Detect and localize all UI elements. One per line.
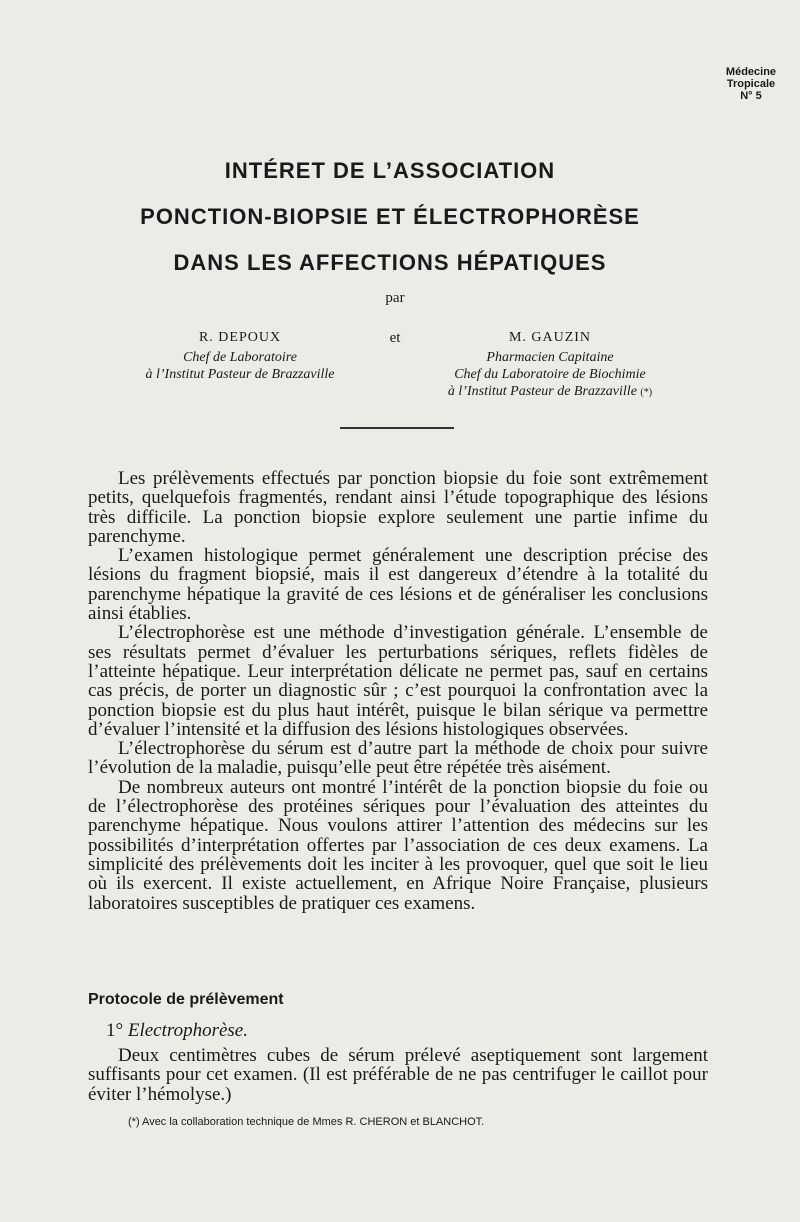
article-title: [60, 155, 720, 293]
title-line-1: INTÉRET DE L’ASSOCIATION: [224, 158, 556, 183]
author-depoux: [100, 330, 380, 383]
title-divider: [340, 427, 454, 429]
journal-name-line2: Tropicale: [726, 78, 776, 90]
body-paragraph: L’électrophorèse est une méthode d’investigation générale. L’ensemble de ses résultats permet d’évaluer les perturbations sériques, reflets fidèles de l’atteinte hépatique. Leur interprétation délicate ne permet pas, sauf en certains cas précis, de porter un diagnostic sûr ; c’est pourquoi la confrontation avec la ponction biopsie est du plus haut intérêt, puisque le bilan sérique va permettre d’évaluer l’intensité et la diffusion des lésions histologiques observées.: [88, 622, 708, 740]
body-paragraph: L’électrophorèse du sérum est d’autre part la méthode de choix pour suivre l’évolution de la maladie, puisqu’elle peut être répétée très aisément.: [88, 738, 708, 779]
byline-et: et: [389, 330, 401, 346]
author-affiliation: à l’Institut Pasteur de Brazzaville: [145, 367, 335, 382]
body-paragraph: Les prélèvements effectués par ponction biopsie du foie sont extrêmement petits, quelquefois fragmentés, rendant ainsi l’étude topographique des lésions très difficile. La ponction biopsie explore seulement une partie infime du parenchyme.: [88, 468, 708, 547]
author-affiliation: Chef du Laboratoire de Biochimie: [454, 367, 646, 382]
section-body: [88, 1046, 708, 1104]
author-name: M. GAUZIN: [508, 330, 592, 345]
body-paragraph: De nombreux auteurs ont montré l’intérêt de la ponction biopsie du foie ou de l’électrophorèse des protéines sériques pour l’évaluation des atteintes du parenchyme hépatique. Nous voulons attirer l’attention des médecins sur les possibilités d’interprétation offertes par l’association de ces deux examens. La simplicité des prélèvements doit les inciter à les provoquer, quel que soit le lieu où ils exercent. Il existe actuellement, en Afrique Noire Française, plusieurs laboratoires susceptibles de pratiquer ces examens.: [88, 776, 708, 914]
journal-header: [716, 66, 786, 102]
byline-par: par: [385, 290, 405, 306]
affiliation-text: à l’Institut Pasteur de Brazzaville: [447, 384, 637, 399]
journal-name-line1: Médecine: [725, 66, 777, 78]
subsection-heading: [106, 1020, 248, 1042]
subsection-number: 1°: [106, 1020, 124, 1041]
title-line-2: PONCTION-BIOPSIE ET ÉLECTROPHORÈSE: [140, 204, 640, 229]
author-affiliation: [405, 383, 695, 401]
author-gauzin: [405, 330, 695, 401]
body-paragraph: Deux centimètres cubes de sérum prélevé aseptiquement sont largement suffisants pour cet examen. (Il est préférable de ne pas centrifuger le caillot pour éviter l’hémolyse.): [88, 1045, 708, 1105]
body-paragraph: L’examen histologique permet généralement une description précise des lésions du fragment biopsié, mais il est dangereux d’étendre à la totalité du parenchyme hépatique la gravité de ces lésions et de généraliser les conclusions ainsi établies.: [88, 545, 708, 625]
footnote: (*) Avec la collaboration technique de Mmes R. CHERON et BLANCHOT.: [128, 1116, 485, 1128]
footnote-marker: (*): [640, 387, 653, 398]
title-line-3: DANS LES AFFECTIONS HÉPATIQUES: [173, 250, 607, 275]
article-body: [88, 469, 708, 913]
subsection-title: Electrophorèse.: [127, 1020, 248, 1041]
section-heading: Protocole de prélèvement: [88, 991, 284, 1008]
author-affiliation: Pharmacien Capitaine: [486, 350, 614, 365]
author-name: R. DEPOUX: [198, 330, 282, 345]
author-affiliation: Chef de Laboratoire: [183, 350, 297, 365]
issue-number: N° 5: [740, 90, 762, 102]
